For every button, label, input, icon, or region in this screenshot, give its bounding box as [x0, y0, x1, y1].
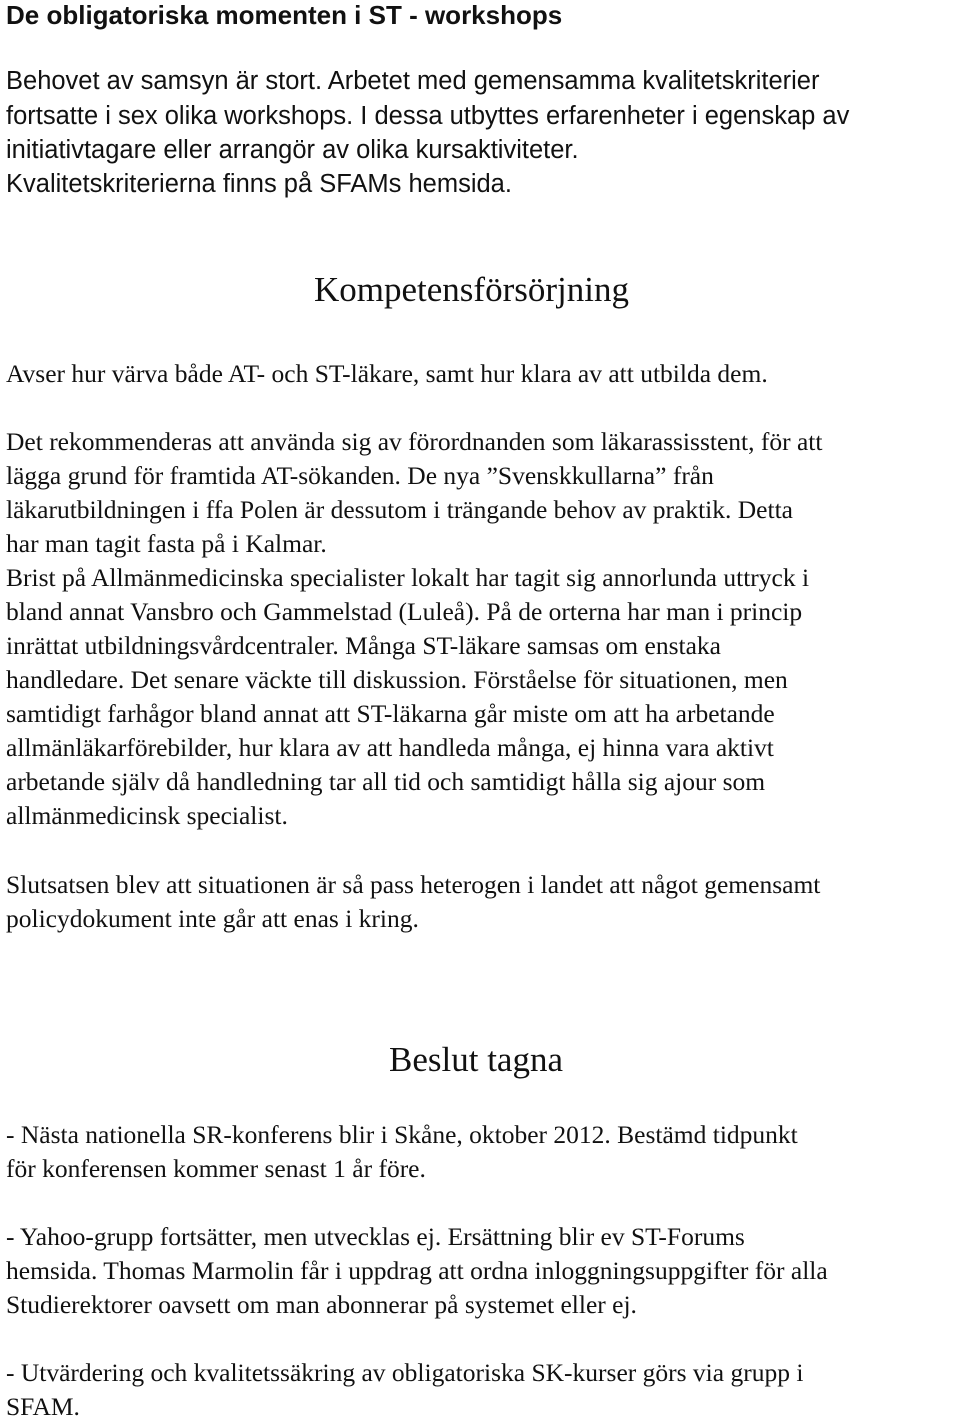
section1-line-7: bland annat Vansbro och Gammelstad (Luleå). På de orterna har man i princip — [6, 597, 803, 626]
intro-line-2: fortsatte i sex olika workshops. I dessa utbyttes erfarenheter i egenskap av — [6, 102, 850, 130]
section1-line-15: policydokument inte går att enas i kring. — [6, 904, 419, 933]
section-heading-kompetens: Kompetensförsörjning — [314, 270, 629, 309]
section2-line-4: hemsida. Thomas Marmolin får i uppdrag att ordna inloggningsuppgifter för alla — [6, 1256, 828, 1285]
section1-line-11: allmänläkarförebilder, hur klara av att handleda många, ej hinna vara aktivt — [6, 733, 774, 762]
intro-line-1: Behovet av samsyn är stort. Arbetet med gemensamma kvalitetskriterier — [6, 67, 820, 95]
section1-line-9: handledare. Det senare väckte till diskussion. Förståelse för situationen, men — [6, 665, 788, 694]
section1-line-2: Det rekommenderas att använda sig av förordnanden som läkarassisstent, för att — [6, 427, 823, 456]
section2-line-2: för konferensen kommer senast 1 år före. — [6, 1154, 426, 1183]
section2-line-6: - Utvärdering och kvalitetssäkring av obligatoriska SK-kurser görs via grupp i — [6, 1358, 804, 1387]
section2-line-5: Studierektorer oavsett om man abonnerar på systemet eller ej. — [6, 1290, 637, 1319]
section1-line-10: samtidigt farhågor bland annat att ST-läkarna går miste om att ha arbetande — [6, 699, 775, 728]
section1-line-13: allmänmedicinsk specialist. — [6, 801, 288, 830]
section1-line-4: läkarutbildningen i ffa Polen är dessutom i trängande behov av praktik. Detta — [6, 495, 793, 524]
section2-line-1: - Nästa nationella SR-konferens blir i Skåne, oktober 2012. Bestämd tidpunkt — [6, 1120, 798, 1149]
section-heading-beslut: Beslut tagna — [389, 1040, 563, 1079]
intro-line-3: initiativtagare eller arrangör av olika kursaktiviteter. — [6, 136, 579, 164]
section1-line-14: Slutsatsen blev att situationen är så pass heterogen i landet att något gemensamt — [6, 870, 821, 899]
intro-line-4: Kvalitetskriterierna finns på SFAMs hemsida. — [6, 170, 512, 198]
section1-line-1: Avser hur värva både AT- och ST-läkare, samt hur klara av att utbilda dem. — [6, 359, 768, 388]
section2-line-3: - Yahoo-grupp fortsätter, men utvecklas ej. Ersättning blir ev ST-Forums — [6, 1222, 745, 1251]
section1-line-6: Brist på Allmänmedicinska specialister lokalt har tagit sig annorlunda uttryck i — [6, 563, 810, 592]
section1-line-5: har man tagit fasta på i Kalmar. — [6, 529, 327, 558]
section1-line-12: arbetande själv då handledning tar all tid och samtidigt hålla sig ajour som — [6, 767, 766, 796]
document-title: De obligatoriska momenten i ST - workshops — [6, 0, 563, 30]
section1-line-8: inrättat utbildningsvårdcentraler. Många ST-läkare samsas om enstaka — [6, 631, 721, 660]
section1-line-3: lägga grund för framtida AT-sökanden. De nya ”Svenskkullarna” från — [6, 461, 714, 490]
section2-line-7: SFAM. — [6, 1392, 80, 1421]
